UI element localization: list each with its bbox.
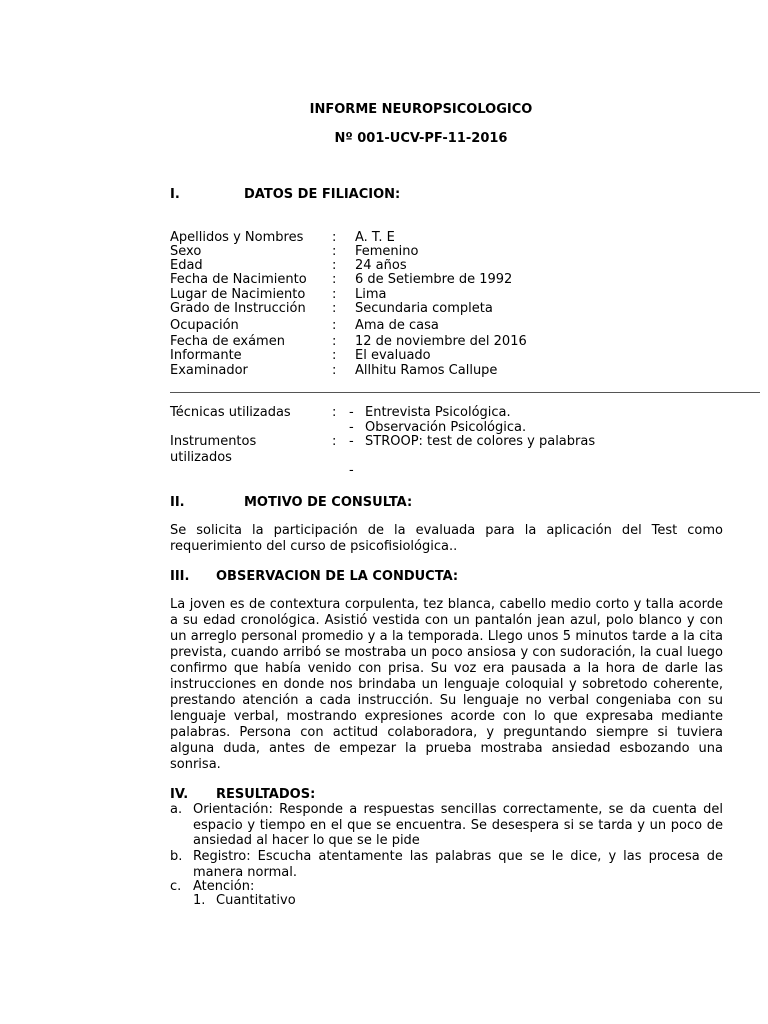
section-title: MOTIVO DE CONSULTA: xyxy=(244,495,413,510)
list-marker: 1. xyxy=(193,893,206,908)
instruments-label: Instrumentos xyxy=(170,434,257,449)
field-label: Ocupación xyxy=(170,318,239,333)
field-value: Allhitu Ramos Callupe xyxy=(355,363,498,378)
bullet-dash: - xyxy=(349,405,354,420)
bullet-dash: - xyxy=(349,420,354,435)
section-numeral: II. xyxy=(170,495,185,510)
list-text: Atención: xyxy=(193,879,255,894)
field-colon: : xyxy=(332,334,337,349)
bullet-dash: - xyxy=(349,434,354,449)
section-title: DATOS DE FILIACION: xyxy=(244,187,401,202)
field-label: Apellidos y Nombres xyxy=(170,230,304,245)
section-title: OBSERVACION DE LA CONDUCTA: xyxy=(216,569,459,584)
field-value: El evaluado xyxy=(355,348,431,363)
field-colon: : xyxy=(332,287,337,302)
field-label: Edad xyxy=(170,258,203,273)
field-value: Femenino xyxy=(355,244,419,259)
field-value: 24 años xyxy=(355,258,407,273)
field-value: Ama de casa xyxy=(355,318,439,333)
list-text: Cuantitativo xyxy=(216,893,296,908)
field-colon: : xyxy=(332,318,337,333)
bullet-dash: - xyxy=(349,463,354,478)
field-colon: : xyxy=(332,272,337,287)
field-colon: : xyxy=(332,301,337,316)
field-value: A. T. E xyxy=(355,230,395,245)
techniques-label: Técnicas utilizadas xyxy=(170,405,291,420)
section-paragraph: La joven es de contextura corpulenta, tez blanca, cabello medio corto y talla acorde a su edad cronológica. Asistió vestida con un pantalón jean azul, polo blanco y con un arreglo personal promedio y a la temporada. Llego unos 5 minutos tarde a la cita prevista, cuando arribó se mostraba un poco ansiosa y con sudoración, la cual luego confirmo que había venido con prisa. Su voz era pausada a la hora de darle las instrucciones en donde nos brindaba un lenguaje coloquial y sobretodo coherente, prestando atención a cada instrucción. Su lenguaje no verbal congeniaba con su lenguaje verbal, mostrando expresiones acorde con lo que expresaba mediante palabras. Persona con actitud colaboradora, y preguntando siempre si tuviera alguna duda, antes de empezar la prueba mostraba ansiedad esbozando una sonrisa. xyxy=(170,597,723,772)
field-value: Lima xyxy=(355,287,387,302)
instruments-colon: : xyxy=(332,434,337,449)
field-label: Fecha de exámen xyxy=(170,334,285,349)
section-numeral: IV. xyxy=(170,787,189,802)
field-value: Secundaria completa xyxy=(355,301,493,316)
field-colon: : xyxy=(332,348,337,363)
instrument-item: STROOP: test de colores y palabras xyxy=(365,434,596,449)
section-paragraph: Se solicita la participación de la evaluada para la aplicación del Test como requerimiento del curso de psicofisiológica.. xyxy=(170,523,723,554)
field-label: Lugar de Nacimiento xyxy=(170,287,306,302)
technique-item: Observación Psicológica. xyxy=(365,420,527,435)
field-colon: : xyxy=(332,230,337,245)
list-marker: c. xyxy=(170,879,182,894)
list-text: Orientación: Responde a respuestas sencillas correctamente, se da cuenta del espacio y tiempo en el que se encuentra. Se desespera si se tarda y un poco de ansiedad al hacer lo que se le pide xyxy=(193,802,723,848)
field-label: Fecha de Nacimiento xyxy=(170,272,307,287)
field-colon: : xyxy=(332,258,337,273)
field-colon: : xyxy=(332,363,337,378)
field-label: Sexo xyxy=(170,244,202,259)
field-colon: : xyxy=(332,244,337,259)
field-value: 12 de noviembre del 2016 xyxy=(355,334,527,349)
section-numeral: I. xyxy=(170,187,180,202)
horizontal-divider xyxy=(170,392,760,393)
field-label: Grado de Instrucción xyxy=(170,301,306,316)
section-numeral: III. xyxy=(170,569,190,584)
section-title: RESULTADOS: xyxy=(216,787,316,802)
field-label: Examinador xyxy=(170,363,248,378)
report-number: Nº 001-UCV-PF-11-2016 xyxy=(334,131,508,146)
field-label: Informante xyxy=(170,348,242,363)
techniques-colon: : xyxy=(332,405,337,420)
list-marker: b. xyxy=(170,849,183,864)
list-marker: a. xyxy=(170,802,183,817)
report-title: INFORME NEUROPSICOLOGICO xyxy=(309,102,533,117)
technique-item: Entrevista Psicológica. xyxy=(365,405,511,420)
instruments-label-2: utilizados xyxy=(170,450,232,465)
list-text: Registro: Escucha atentamente las palabras que se le dice, y las procesa de manera normal. xyxy=(193,849,723,880)
field-value: 6 de Setiembre de 1992 xyxy=(355,272,513,287)
